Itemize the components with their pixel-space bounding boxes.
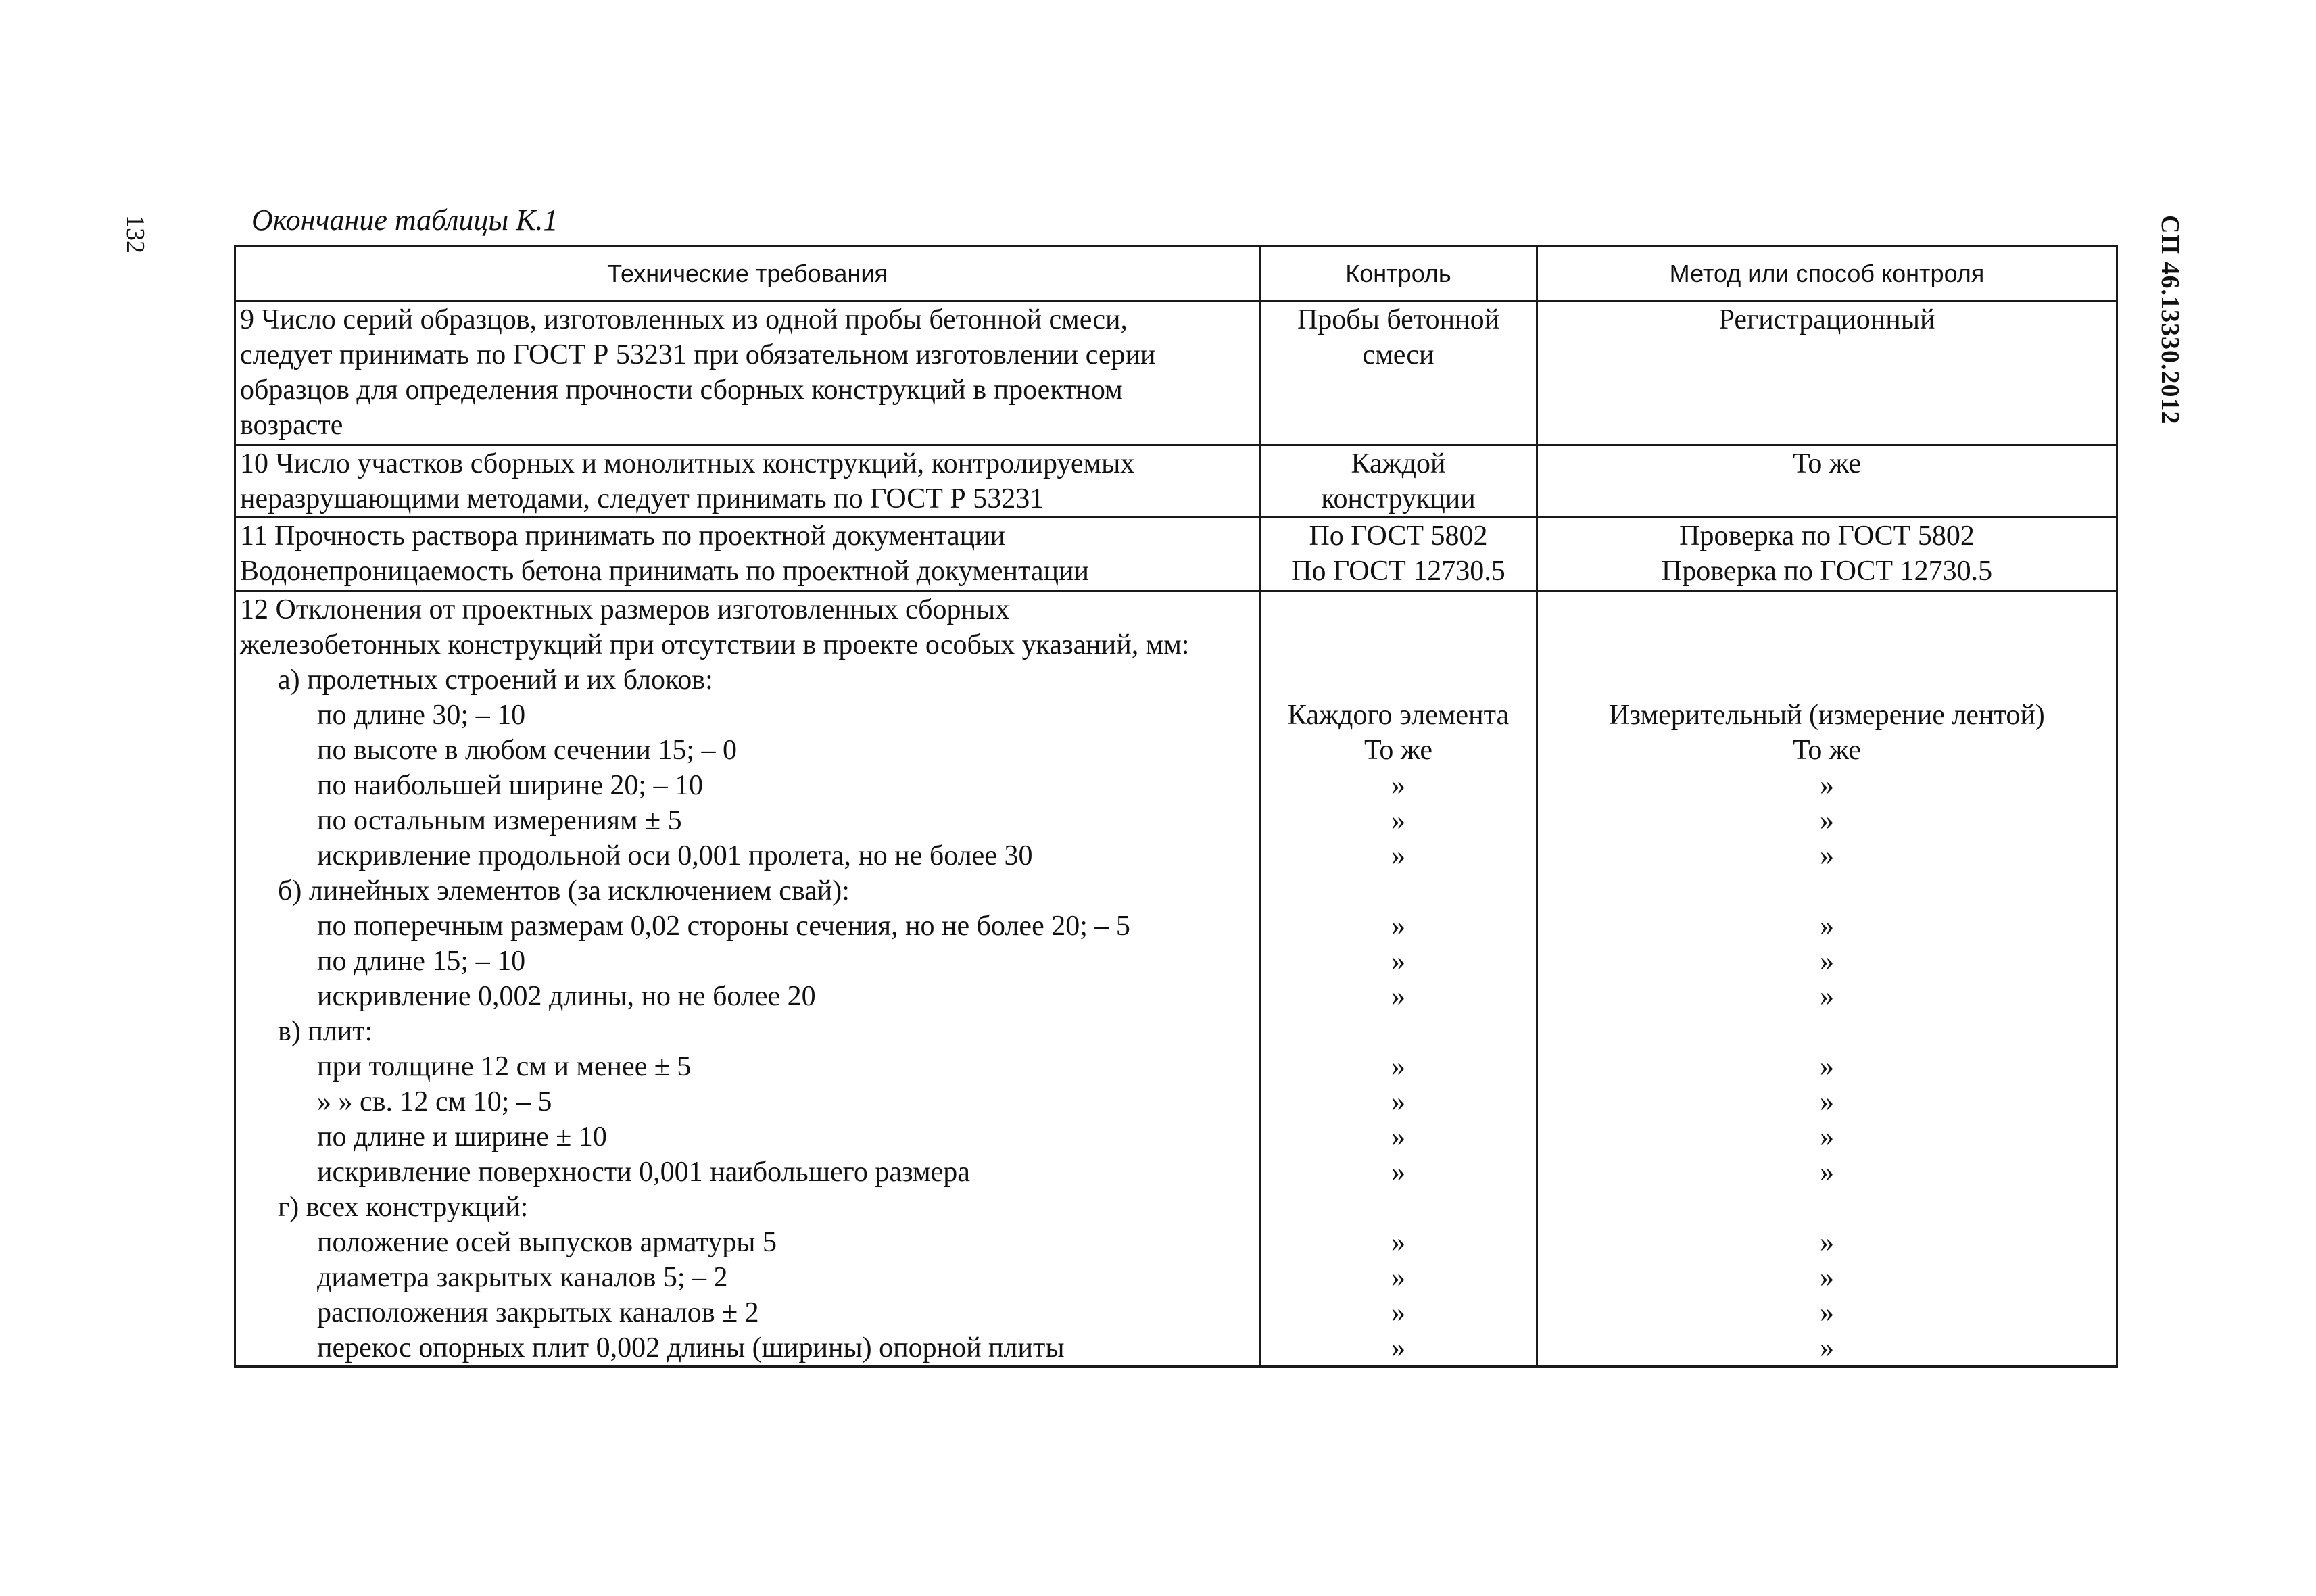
control-line: » [1391, 805, 1405, 836]
requirement-line: искривление 0,002 длины, но не более 20 [317, 981, 816, 1012]
requirement-line: по высоте в любом сечении 15; – 0 [317, 735, 738, 766]
method-line: » [1820, 1332, 1834, 1363]
method-line: » [1820, 911, 1834, 942]
method-line: » [1820, 805, 1834, 836]
method-cell [1537, 518, 2117, 591]
control-line: » [1391, 840, 1405, 871]
method-line: Проверка по ГОСТ 5802 [1679, 521, 1975, 552]
method-cell [1537, 445, 2117, 518]
method-line: » [1820, 1086, 1834, 1117]
control-line: То же [1364, 735, 1433, 766]
method-line [1542, 1190, 2112, 1225]
requirement-line: искривление поверхности 0,001 наибольшего размера [317, 1157, 970, 1188]
method-line [1542, 627, 2112, 662]
method-line [1542, 1014, 2112, 1049]
method-line: » [1820, 1157, 1834, 1188]
control-cell [1260, 445, 1537, 518]
control-cell [1260, 301, 1537, 445]
requirement-line: по длине 30; – 10 [317, 700, 526, 731]
table-row [235, 301, 2117, 445]
control-line: Пробы бетонной [1297, 304, 1500, 335]
table-row [235, 445, 2117, 518]
control-line: » [1391, 1297, 1405, 1328]
control-line: » [1391, 1227, 1405, 1258]
method-line: Проверка по ГОСТ 12730.5 [1661, 556, 1993, 587]
requirement-line: по длине 15; – 10 [317, 946, 526, 977]
requirement-line: при толщине 12 см и менее ± 5 [317, 1051, 692, 1082]
control-line: » [1391, 1332, 1405, 1363]
method-line: » [1820, 946, 1834, 977]
control-line: » [1391, 981, 1405, 1012]
control-line: По ГОСТ 12730.5 [1291, 556, 1505, 587]
method-cell [1537, 591, 2117, 1367]
requirement-line: а) пролетных строений и их блоков: [278, 664, 713, 696]
method-line: То же [1792, 448, 1862, 479]
header-method: Метод или способ контроля [1537, 247, 2117, 301]
control-line [1265, 873, 1532, 909]
control-line: » [1391, 1157, 1405, 1188]
requirement-cell [235, 518, 1260, 591]
requirement-line: 12 Отклонения от проектных размеров изготовленных сборных [240, 594, 1010, 625]
requirements-table [234, 245, 2118, 1368]
method-line: » [1820, 981, 1834, 1012]
control-line [1265, 662, 1532, 698]
page-number: 132 [121, 215, 149, 253]
control-line [1265, 1014, 1532, 1049]
control-line [1265, 592, 1532, 627]
table-row [235, 591, 2117, 1367]
requirement-line: положение осей выпусков арматуры 5 [317, 1227, 777, 1258]
method-line: Регистрационный [1718, 304, 1935, 335]
requirement-line: возрасте [240, 410, 343, 441]
control-line: » [1391, 1121, 1405, 1153]
control-line [1265, 1190, 1532, 1225]
header-control: Контроль [1260, 247, 1537, 301]
requirement-line: » » св. 12 см 10; – 5 [317, 1086, 552, 1117]
table-header-row [235, 247, 2117, 301]
control-line: » [1391, 1051, 1405, 1082]
method-line: » [1820, 770, 1834, 801]
method-line: Измерительный (измерение лентой) [1609, 700, 2045, 731]
requirement-cell [235, 591, 1260, 1367]
method-line: » [1820, 1051, 1834, 1082]
document-code: СП 46.13330.2012 [2156, 215, 2184, 425]
control-line: конструкции [1321, 483, 1476, 514]
control-cell [1260, 591, 1537, 1367]
requirement-line: образцов для определения прочности сборных конструкций в проектном [240, 374, 1123, 406]
control-line: смеси [1362, 339, 1434, 370]
requirement-line: следует принимать по ГОСТ Р 53231 при обязательном изготовлении серии [240, 339, 1156, 370]
control-line: » [1391, 911, 1405, 942]
method-line: » [1820, 1227, 1834, 1258]
requirement-cell [235, 445, 1260, 518]
control-line: По ГОСТ 5802 [1309, 521, 1488, 552]
control-line: » [1391, 770, 1405, 801]
table-row [235, 518, 2117, 591]
requirement-line: неразрушающими методами, следует принимать по ГОСТ Р 53231 [240, 483, 1044, 514]
method-line [1542, 662, 2112, 698]
table-caption: Окончание таблицы К.1 [251, 203, 558, 237]
method-line [1542, 592, 2112, 627]
method-cell [1537, 301, 2117, 445]
control-line: » [1391, 1262, 1405, 1293]
control-line: » [1391, 946, 1405, 977]
requirement-line: б) линейных элементов (за исключением свай): [278, 875, 850, 906]
requirement-line: Водонепроницаемость бетона принимать по проектной документации [240, 556, 1089, 587]
requirement-line: по наибольшей ширине 20; – 10 [317, 770, 704, 801]
method-line [1542, 873, 2112, 909]
method-line: » [1820, 1262, 1834, 1293]
requirement-line: по остальным измерениям ± 5 [317, 805, 682, 836]
method-line: То же [1792, 735, 1862, 766]
control-line [1265, 627, 1532, 662]
requirement-line: 11 Прочность раствора принимать по проектной документации [240, 521, 1006, 552]
requirement-line: железобетонных конструкций при отсутствии в проекте особых указаний, мм: [240, 629, 1190, 660]
control-line: Каждой [1351, 448, 1446, 479]
control-line: Каждого элемента [1287, 700, 1510, 731]
requirement-line: 9 Число серий образцов, изготовленных из одной пробы бетонной смеси, [240, 304, 1128, 335]
requirement-line: расположения закрытых каналов ± 2 [317, 1297, 759, 1328]
requirement-line: по поперечным размерам 0,02 стороны сечения, но не более 20; – 5 [317, 911, 1130, 942]
requirement-cell [235, 301, 1260, 445]
control-cell [1260, 518, 1537, 591]
requirement-line: 10 Число участков сборных и монолитных конструкций, контролируемых [240, 448, 1135, 479]
requirement-line: перекос опорных плит 0,002 длины (ширины) опорной плиты [317, 1332, 1065, 1363]
method-line: » [1820, 1297, 1834, 1328]
header-requirements: Технические требования [235, 247, 1260, 301]
requirement-line: г) всех конструкций: [278, 1192, 529, 1223]
requirement-line: искривление продольной оси 0,001 пролета, но не более 30 [317, 840, 1033, 871]
requirement-line: диаметра закрытых каналов 5; – 2 [317, 1262, 728, 1293]
requirement-line: по длине и ширине ± 10 [317, 1121, 607, 1153]
requirement-line: в) плит: [278, 1016, 373, 1047]
method-line: » [1820, 1121, 1834, 1153]
method-line: » [1820, 840, 1834, 871]
control-line: » [1391, 1086, 1405, 1117]
